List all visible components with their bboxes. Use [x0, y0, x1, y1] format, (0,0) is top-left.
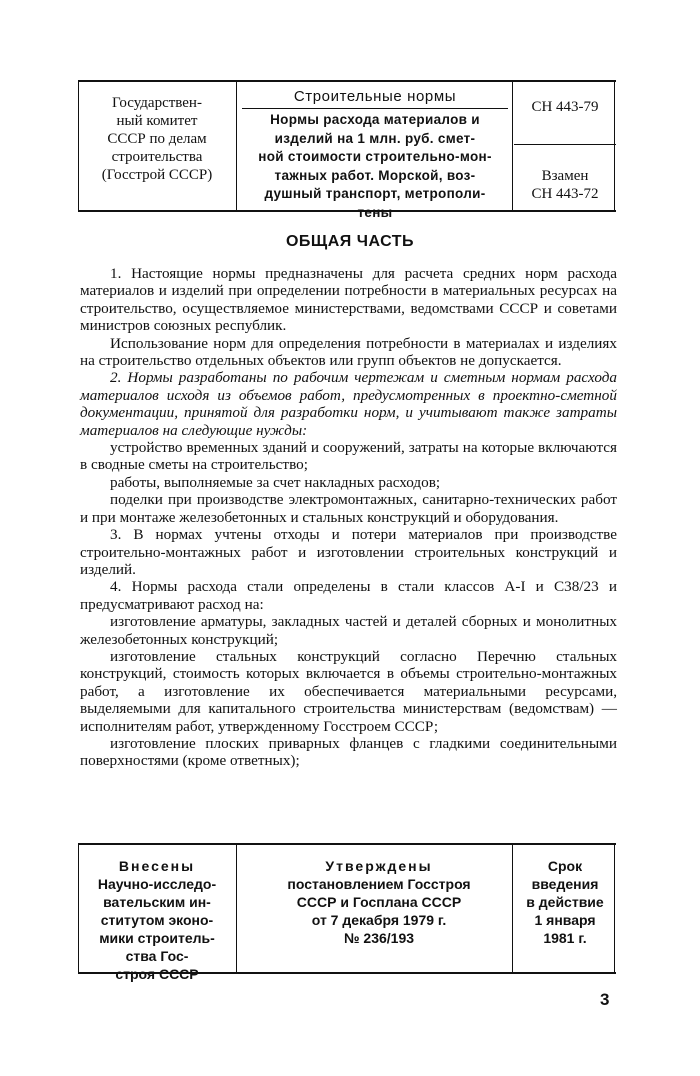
footer-table	[78, 843, 616, 982]
committee-name	[78, 94, 236, 184]
effective-label: Срок	[547, 858, 583, 874]
approved-line: постановлением Госстроя	[287, 876, 471, 892]
section-title: ОБЩАЯ ЧАСТЬ	[285, 233, 415, 250]
paragraph: 4. Нормы расхода стали определены в стали классов А-I и С38/23 и предусматривают расход на:	[80, 578, 617, 613]
committee-line: Государствен-	[112, 95, 202, 111]
norms-subject	[238, 111, 512, 222]
header-table	[78, 80, 616, 220]
effective-block	[514, 857, 616, 947]
replaces-code: СН 443-72	[531, 186, 599, 202]
paragraph: 2. Нормы разработаны по рабочим чертежам и сметным нормам расхода материалов исходя из объемов работ, предусмотренных в проектно-сметной документации, принятой для разработки норм, и учитывают также затраты материалов на следующие нужды:	[80, 369, 617, 439]
paragraph: изготовление арматуры, закладных частей и деталей сборных и монолитных железобетонных конструкций;	[80, 613, 617, 648]
introduced-line: строя СССР	[115, 966, 199, 982]
introduced-line: мики строитель-	[99, 930, 215, 946]
divider	[236, 82, 237, 210]
paragraph: Использование норм для определения потребности в материалах и изделиях на строительство отдельных объектов или групп объектов не допускается.	[80, 334, 617, 370]
norms-title: Строительные нормы	[242, 82, 508, 109]
code-block	[514, 82, 616, 203]
paragraph: устройство временных зданий и сооружений, затраты на которые включаются в сводные сметы на строительство;	[80, 439, 617, 474]
norms-subject-line: тены	[357, 204, 393, 220]
body-text	[80, 265, 617, 770]
effective-label: в действие	[526, 894, 604, 910]
committee-line: ный комитет	[116, 113, 198, 129]
replaces-note	[514, 167, 616, 203]
effective-date: 1981 г.	[543, 930, 587, 946]
norm-code: СН 443-79	[514, 82, 616, 145]
approved-line: от 7 декабря 1979 г.	[311, 912, 447, 928]
introduced-label: Внесены	[118, 858, 196, 874]
introduced-line: ститутом эконо-	[100, 912, 214, 928]
paragraph: изготовление плоских приварных фланцев с гладкими соединительными поверхностями (кроме ответных);	[80, 734, 617, 770]
approved-line: № 236/193	[343, 930, 415, 946]
norms-subject-line: ной стоимости строительно-мон-	[258, 149, 492, 164]
approved-label: Утверждены	[325, 858, 433, 874]
effective-date: 1 января	[534, 912, 596, 928]
introduced-line: Научно-исследо-	[97, 876, 217, 892]
norms-subject-line: Нормы расхода материалов и	[270, 112, 480, 127]
committee-line: СССР по делам	[107, 131, 207, 147]
approved-block	[248, 857, 510, 947]
introduced-block	[78, 857, 236, 983]
paragraph: работы, выполняемые за счет накладных расходов;	[110, 473, 441, 491]
divider	[512, 82, 513, 210]
norms-subject-line: изделий на 1 млн. руб. смет-	[274, 130, 476, 146]
paragraph: 1. Настоящие нормы предназначены для расчета средних норм расхода материалов и изделий при определении потребности в материальных ресурсах на строительство, осуществляемое министерствами, ведомствами СССР и советами министров союзных республик.	[80, 265, 617, 335]
committee-line: строительства	[111, 149, 203, 165]
norms-subject-line: тажных работ. Морской, воз-	[274, 167, 476, 183]
divider	[236, 845, 237, 972]
approved-line: СССР и Госплана СССР	[296, 894, 462, 910]
effective-label: введения	[531, 876, 599, 892]
introduced-line: ства Гос-	[125, 948, 189, 964]
paragraph: изготовление стальных конструкций согласно Перечню стальных конструкций, стоимость которых включается в объемы строительно-монтажных работ, а изготовление их обеспечивается материальными ресурсами, выделяемыми для капитального строительства министерствам (ведомствам) — исполнителям работ, утвержденному Госстроем СССР;	[80, 647, 617, 735]
paragraph: 3. В нормах учтены отходы и потери материалов при производстве строительно-монтажных работ и изготовлении строительных конструкций и изделий.	[80, 526, 617, 578]
replaces-label: Взамен	[541, 168, 589, 184]
norms-subject-line: душный транспорт, метрополи-	[264, 186, 486, 201]
committee-line: (Госстрой СССР)	[101, 167, 213, 183]
divider	[512, 845, 513, 972]
norms-block	[238, 82, 512, 222]
introduced-line: вательским ин-	[103, 894, 211, 910]
paragraph: поделки при производстве электромонтажных, санитарно-технических работ и при монтаже железобетонных и стальных конструкций и оборудования.	[80, 491, 617, 526]
page-number: 3	[600, 990, 610, 1009]
